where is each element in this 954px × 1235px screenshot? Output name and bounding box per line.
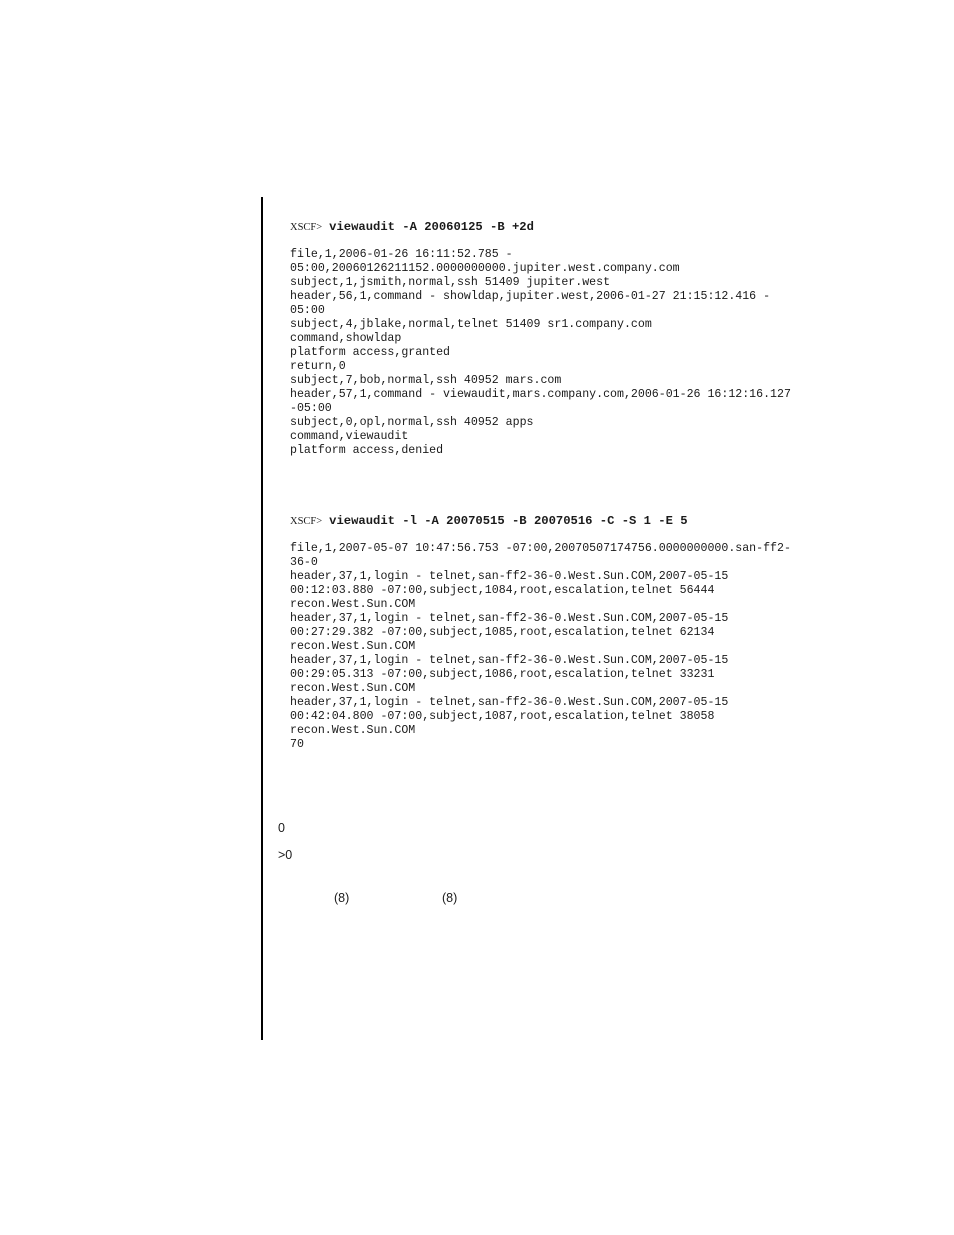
- output-line: recon.West.Sun.COM: [290, 640, 416, 653]
- output-line: 36-0: [290, 556, 318, 569]
- output-line: platform access,denied: [290, 444, 444, 457]
- output-line: file,1,2007-05-07 10:47:56.753 -07:00,20070507174756.0000000000.san-ff2-: [290, 542, 791, 555]
- output-line: header,56,1,command - showldap,jupiter.west,2006-01-27 21:15:12.416 -: [290, 290, 771, 303]
- example2-command-line: [290, 514, 688, 529]
- output-line: 05:00,20060126211152.0000000000.jupiter.west.company.com: [290, 262, 680, 275]
- exit-status-success: 0: [278, 821, 285, 835]
- change-bar: [261, 197, 263, 1040]
- output-line: recon.West.Sun.COM: [290, 598, 416, 611]
- example2-command: viewaudit -l -A 20070515 -B 20070516 -C -S 1 -E 5: [329, 514, 688, 528]
- example1-prompt: XSCF>: [290, 222, 323, 233]
- output-line: 00:42:04.800 -07:00,subject,1087,root,escalation,telnet 38058: [290, 710, 715, 723]
- output-line: 00:29:05.313 -07:00,subject,1086,root,escalation,telnet 33231: [290, 668, 715, 681]
- example2-output: [290, 542, 791, 752]
- output-line: header,57,1,command - viewaudit,mars.company.com,2006-01-26 16:12:16.127: [290, 388, 791, 401]
- output-line: 05:00: [290, 304, 325, 317]
- output-line: -05:00: [290, 402, 332, 415]
- example1-output: [290, 248, 791, 458]
- output-line: 70: [290, 738, 304, 751]
- example1-command-line: [290, 220, 534, 235]
- output-line: command,viewaudit: [290, 430, 409, 443]
- output-line: subject,4,jblake,normal,telnet 51409 sr1.company.com: [290, 318, 652, 331]
- output-line: 00:12:03.880 -07:00,subject,1084,root,escalation,telnet 56444: [290, 584, 715, 597]
- output-line: 00:27:29.382 -07:00,subject,1085,root,escalation,telnet 62134: [290, 626, 715, 639]
- output-line: header,37,1,login - telnet,san-ff2-36-0.West.Sun.COM,2007-05-15: [290, 654, 729, 667]
- output-line: subject,0,opl,normal,ssh 40952 apps: [290, 416, 534, 429]
- see-also-ref-1: (8): [334, 891, 350, 905]
- example1-command: viewaudit -A 20060125 -B +2d: [329, 220, 534, 234]
- output-line: header,37,1,login - telnet,san-ff2-36-0.West.Sun.COM,2007-05-15: [290, 612, 729, 625]
- output-line: command,showldap: [290, 332, 402, 345]
- output-line: recon.West.Sun.COM: [290, 682, 416, 695]
- output-line: file,1,2006-01-26 16:11:52.785 -: [290, 248, 513, 261]
- output-line: subject,1,jsmith,normal,ssh 51409 jupiter.west: [290, 276, 611, 289]
- output-line: recon.West.Sun.COM: [290, 724, 416, 737]
- example2-prompt: XSCF>: [290, 516, 323, 527]
- output-line: platform access,granted: [290, 346, 451, 359]
- output-line: header,37,1,login - telnet,san-ff2-36-0.West.Sun.COM,2007-05-15: [290, 570, 729, 583]
- see-also-ref-2: (8): [442, 891, 458, 905]
- output-line: header,37,1,login - telnet,san-ff2-36-0.West.Sun.COM,2007-05-15: [290, 696, 729, 709]
- output-line: subject,7,bob,normal,ssh 40952 mars.com: [290, 374, 562, 387]
- output-line: return,0: [290, 360, 346, 373]
- exit-status-error: >0: [278, 848, 293, 862]
